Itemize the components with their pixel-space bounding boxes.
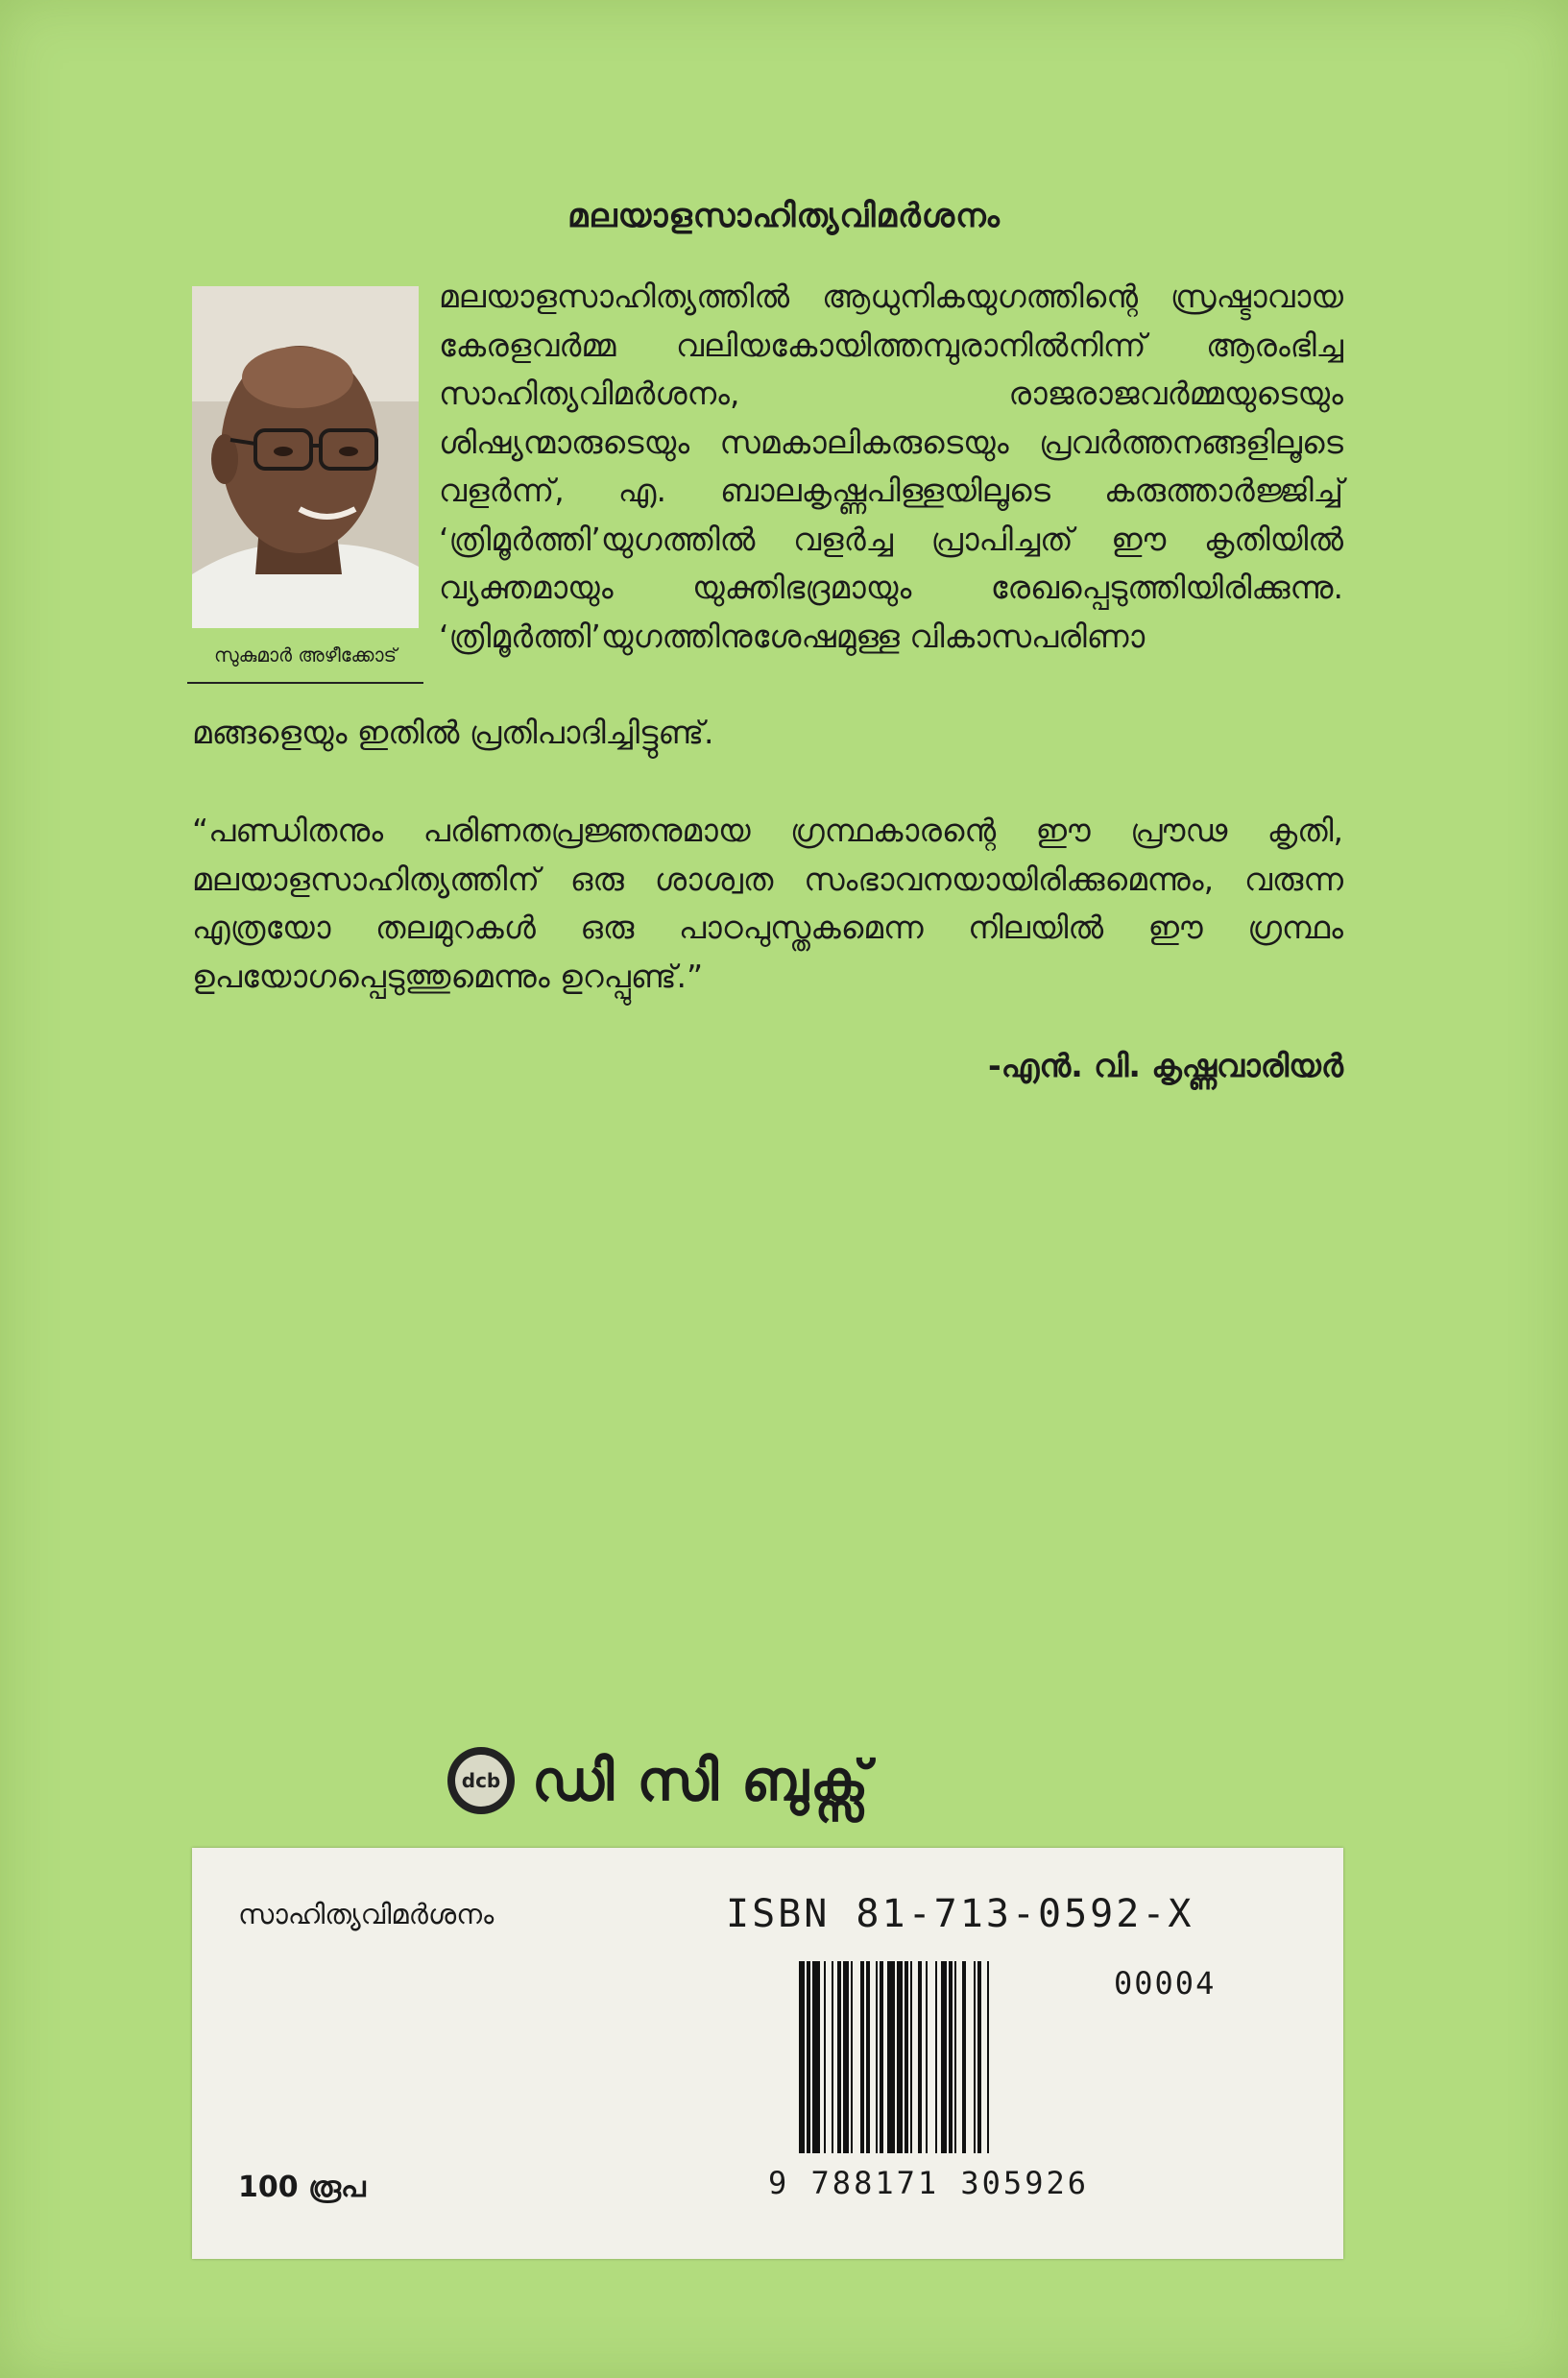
price-label: 100 രൂപ bbox=[238, 2171, 366, 2204]
blurb-paragraph: മലയാളസാഹിത്യത്തിൽ ആധുനികയുഗത്തിന്റെ സ്രഷ്ടാവായ കേരളവർമ്മ വലിയകോയിത്തമ്പുരാനിൽനിന്ന് ആരംഭിച്ച സാഹിത്യവിമർശനം, രാജരാജവർമ്മയുടെയും ശിഷ്യന്മാരുടെയും സമകാലികരുടെയും പ്രവർത്തനങ്ങളിലൂടെ വളർന്ന്, എ. ബാലകൃഷ്ണപിള്ളയിലൂടെ കരുത്താർജ്ജിച്ച് ‘ത്രിമൂർത്തി’യുഗത്തിൽ വളർച്ച പ്രാപിച്ചത് ഈ കൃതിയിൽ വ്യക്തമായും യുക്തിഭദ്രമായും രേഖപ്പെടുത്തിയിരിക്കുന്നു. ‘ത്രിമൂർത്തി’യുഗത്തിനുശേഷമുള്ള വികാസപരിണാ bbox=[439, 278, 1343, 655]
author-portrait-image bbox=[192, 286, 419, 628]
publisher-logo-text: dcb bbox=[455, 1755, 507, 1807]
category-label: സാഹിത്യവിമർശനം bbox=[238, 1898, 495, 1930]
quote-attribution: -എൻ. വി. കൃഷ്ണവാരിയർ bbox=[988, 1047, 1343, 1084]
barcode-number: 9 788171 305926 bbox=[768, 2165, 1089, 2201]
caption-divider bbox=[187, 682, 423, 684]
barcode-image bbox=[797, 1961, 1104, 2165]
endorsement-quote: “പണ്ഡിതനും പരിണതപ്രജ്ഞനുമായ ഗ്രന്ഥകാരന്റെ ഈ പ്രൗഢ കൃതി, മലയാളസാഹിത്യത്തിന് ഒരു ശാശ്വത സംഭാവനയായിരിക്കുമെന്നും, വരുന്ന എത്രയോ തലമുറകൾ ഒരു പാഠപുസ്തകമെന്ന നിലയിൽ ഈ ഗ്രന്ഥം ഉപയോഗപ്പെടുത്തുമെന്നും ഉറപ്പുണ്ട്.” bbox=[192, 812, 1343, 995]
publisher-block bbox=[447, 1742, 870, 1819]
publisher-name: ഡി സി ബുക്സ് bbox=[532, 1747, 871, 1813]
barcode-addon-number: 00004 bbox=[1114, 1965, 1217, 2002]
isbn-text: ISBN 81-713-0592-X bbox=[726, 1892, 1194, 1936]
publisher-logo-icon bbox=[447, 1747, 515, 1814]
book-title: മലയാളസാഹിത്യവിമർശനം bbox=[567, 197, 1001, 235]
blurb-paragraph-continued: മങ്ങളെയും ഇതിൽ പ്രതിപാദിച്ചിട്ടുണ്ട്. bbox=[192, 714, 714, 751]
author-photo bbox=[192, 286, 419, 628]
barcode-label bbox=[192, 1848, 1343, 2259]
author-caption: സുകുമാർ അഴീക്കോട് bbox=[213, 643, 398, 667]
